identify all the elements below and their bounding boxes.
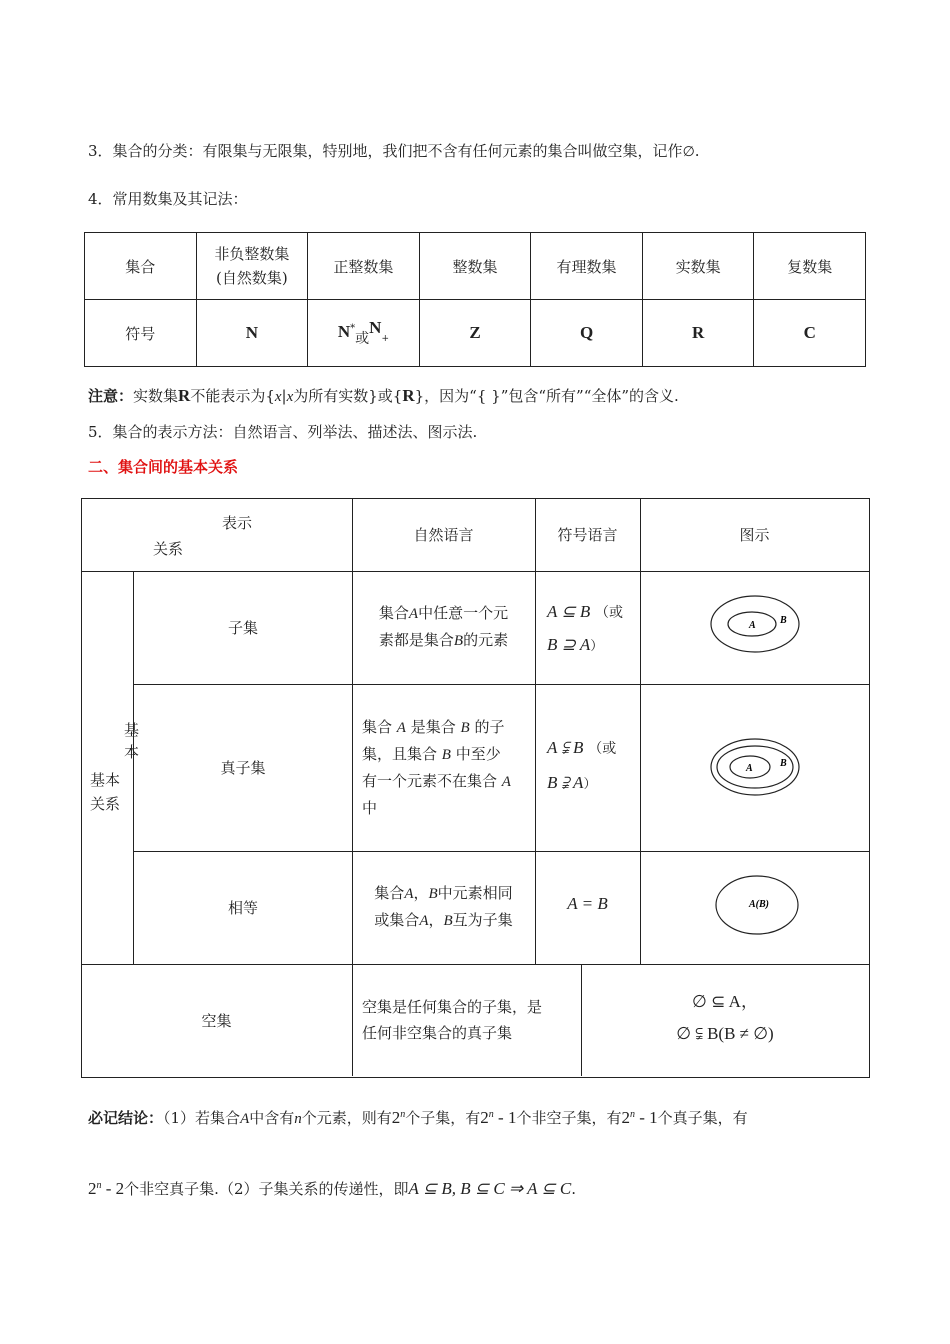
sym-expr: A ⊆ B xyxy=(547,602,591,621)
sym-line xyxy=(547,766,616,802)
note-R2: R xyxy=(402,386,415,405)
sym-line: ∅ ⊆ A， xyxy=(692,992,758,1011)
nat-line xyxy=(352,627,535,654)
c-part: 个子集，有 xyxy=(405,1109,481,1127)
sym-line xyxy=(547,731,616,766)
row-subset-natural xyxy=(352,600,535,654)
nat-part: 素都是集合 xyxy=(378,631,454,649)
venn-equal xyxy=(713,874,803,936)
conclusion-line-2 xyxy=(88,1178,576,1199)
header-integer: 整数集 xyxy=(419,233,531,300)
c-sup: n xyxy=(96,1180,102,1191)
nat-part: 互为子集 xyxy=(452,911,513,929)
c-two: 2 xyxy=(480,1108,489,1127)
venn-subset xyxy=(708,593,802,655)
nat-var: A xyxy=(408,606,419,622)
p3-end: . xyxy=(694,142,700,160)
nat-part: 中至少 xyxy=(455,745,501,763)
nat-var: A xyxy=(404,886,414,902)
c-two: 2 xyxy=(391,1108,401,1127)
row-label-symbol: 符号 xyxy=(85,300,197,367)
symbol-Z: Z xyxy=(419,300,531,367)
header-nonneg-line1: 非负整数集 xyxy=(214,245,290,263)
sym-line: ∅ ⫋ B(B ≠ ∅) xyxy=(676,1024,774,1043)
nat-line xyxy=(362,768,530,795)
c-var: A xyxy=(240,1111,250,1127)
sym-expr: B ⫌ A xyxy=(547,773,584,792)
nat-var: A xyxy=(501,774,511,790)
nat-line: 任何非空集合的真子集 xyxy=(362,1024,513,1042)
c-part: （1）若集合 xyxy=(163,1109,241,1127)
row-subset-symbolic xyxy=(547,596,623,663)
note-line xyxy=(88,385,679,406)
nat-part: 中任意一个元 xyxy=(418,604,509,622)
nat-var: B xyxy=(441,747,451,763)
row-proper-symbolic xyxy=(547,731,616,802)
venn-equal-label: A(B) xyxy=(749,899,769,910)
nat-part: ， xyxy=(428,911,444,929)
row-empty-natural xyxy=(362,994,542,1046)
sym-expr: B ⊇ A xyxy=(547,635,591,654)
symbol-plus: + xyxy=(381,334,389,344)
note-t1: 实数集 xyxy=(133,387,179,405)
symbol-Nstar-N: N xyxy=(337,322,351,341)
c-two: 2 xyxy=(621,1108,630,1127)
nat-var: A xyxy=(419,913,429,929)
c-part: 中含有 xyxy=(249,1109,295,1127)
hline xyxy=(81,571,870,572)
note-t4: }，因为“{ }”包含“所有”“全体”的含义. xyxy=(414,387,679,405)
symbol-or: 或 xyxy=(355,331,370,347)
vline xyxy=(640,498,641,964)
header-nonneg-line2: (自然数集) xyxy=(215,269,288,287)
nat-part: 集合 xyxy=(374,884,405,902)
venn-proper-subset xyxy=(708,736,802,798)
c-minus: - 1 xyxy=(634,1108,658,1127)
table-row xyxy=(85,233,866,300)
nat-line xyxy=(352,907,535,934)
symbol-Nplus-N: N xyxy=(369,318,382,337)
note-x2: x xyxy=(286,389,294,405)
sym-or: （或 xyxy=(588,741,617,757)
venn-inner-label: A xyxy=(746,763,753,774)
sym-close: ） xyxy=(583,777,597,792)
nat-part: 中元素相同 xyxy=(437,884,513,902)
c-part: 个非空子集，有 xyxy=(516,1109,622,1127)
c-end: . xyxy=(571,1180,577,1198)
note-t2: 不能表示为{ xyxy=(190,387,275,405)
table-row xyxy=(85,300,866,367)
row-empty-name: 空集 xyxy=(201,1012,232,1030)
c-minus: - 1 xyxy=(493,1108,517,1127)
c-var: n xyxy=(294,1111,302,1127)
header-biaoshi: 表示 xyxy=(222,514,253,532)
nat-part: 集合 xyxy=(378,604,409,622)
header-positive: 正整数集 xyxy=(308,233,420,300)
header-nonneg xyxy=(196,233,308,300)
c-minus: - 2 xyxy=(101,1179,125,1198)
nat-part: 的元素 xyxy=(463,631,509,649)
header-set: 集合 xyxy=(85,233,197,300)
header-complex: 复数集 xyxy=(754,233,866,300)
nat-line xyxy=(352,600,535,627)
venn-outer-label: B xyxy=(780,758,787,769)
sym-or: （或 xyxy=(595,605,623,621)
row-equal-name: 相等 xyxy=(227,899,258,917)
nat-var: B xyxy=(453,633,464,649)
sym-expr: A ⫋ B xyxy=(547,738,584,757)
hline xyxy=(133,851,870,852)
header-guanxi: 关系 xyxy=(153,540,184,558)
note-t3: 为所有实数}或{ xyxy=(293,387,403,405)
c-part: 个非空真子集.（2）子集关系的传递性，即 xyxy=(124,1180,409,1198)
row-proper-name: 真子集 xyxy=(220,759,266,777)
nat-part: ， xyxy=(413,884,429,902)
row-empty-symbolic xyxy=(581,986,869,1050)
symbol-C: C xyxy=(754,300,866,367)
nat-line xyxy=(362,714,530,741)
nat-var: B xyxy=(428,886,438,902)
p3-text: 3．集合的分类：有限集与无限集，特别地，我们把不含有任何元素的集合叫做空集，记作 xyxy=(88,142,683,160)
nat-part: 的子 xyxy=(474,718,505,736)
c-sup: n xyxy=(629,1109,635,1120)
symbol-N: N xyxy=(196,300,308,367)
note-label: 注意： xyxy=(88,387,134,405)
nat-var: A xyxy=(396,720,406,736)
symbol-star: * xyxy=(350,323,356,334)
symbol-Nstar xyxy=(308,300,420,367)
number-sets-table xyxy=(84,232,866,367)
paragraph-3 xyxy=(88,140,700,161)
c-sup: n xyxy=(488,1109,494,1120)
note-R: R xyxy=(178,386,191,405)
group-label xyxy=(90,768,120,816)
nat-part: 中 xyxy=(362,799,378,817)
c-part: 个元素，则有 xyxy=(301,1109,392,1127)
sym-close: ） xyxy=(590,639,604,654)
empty-set-symbol: ∅ xyxy=(682,145,695,160)
nat-line: 空集是任何集合的子集，是 xyxy=(362,998,543,1016)
note-bar: | xyxy=(281,387,287,405)
header-diagram: 图示 xyxy=(739,526,770,544)
hline xyxy=(81,964,870,965)
note-x1: x xyxy=(274,389,282,405)
nat-part: 是集合 xyxy=(410,718,456,736)
row-equal-natural xyxy=(352,880,535,934)
conclusion-label: 必记结论： xyxy=(88,1109,164,1127)
venn-inner-label: A xyxy=(749,620,756,631)
nat-var: B xyxy=(460,720,470,736)
group-line2: 关系 xyxy=(90,795,121,813)
hline xyxy=(133,684,870,685)
vline xyxy=(352,498,353,1076)
venn-outer-label: B xyxy=(780,615,787,626)
nat-line xyxy=(352,880,535,907)
c-sup: n xyxy=(400,1109,406,1120)
c-formula: A ⊆ B, B ⊆ C ⇒ A ⊆ C xyxy=(408,1179,572,1198)
nat-line xyxy=(362,741,530,768)
sym-line xyxy=(547,629,623,663)
header-rational: 有理数集 xyxy=(531,233,643,300)
conclusion-line-1 xyxy=(88,1107,748,1128)
symbol-Q: Q xyxy=(531,300,643,367)
row-subset-name: 子集 xyxy=(227,619,258,637)
row-equal-symbolic: A = B xyxy=(567,894,608,913)
sym-line xyxy=(547,596,623,629)
nat-part: 集合 xyxy=(362,718,393,736)
nat-var: B xyxy=(443,913,453,929)
nat-part: 有一个元素不在集合 xyxy=(362,772,498,790)
c-part: 个真子集，有 xyxy=(657,1109,748,1127)
group-overlap-text: 基本 xyxy=(124,721,140,761)
header-symbolic: 符号语言 xyxy=(557,526,618,544)
nat-line xyxy=(362,795,530,821)
section-2-title: 二、集合间的基本关系 xyxy=(88,458,239,476)
paragraph-5: 5．集合的表示方法：自然语言、列举法、描述法、图示法. xyxy=(88,423,478,441)
header-natural: 自然语言 xyxy=(413,526,474,544)
row-proper-natural xyxy=(362,714,530,821)
group-line1: 基本 xyxy=(90,771,121,789)
symbol-R: R xyxy=(642,300,754,367)
header-real: 实数集 xyxy=(642,233,754,300)
nat-part: 或集合 xyxy=(374,911,420,929)
nat-part: 集，且集合 xyxy=(362,745,438,763)
paragraph-4: 4．常用数集及其记法： xyxy=(88,190,248,208)
c-two: 2 xyxy=(88,1179,97,1198)
